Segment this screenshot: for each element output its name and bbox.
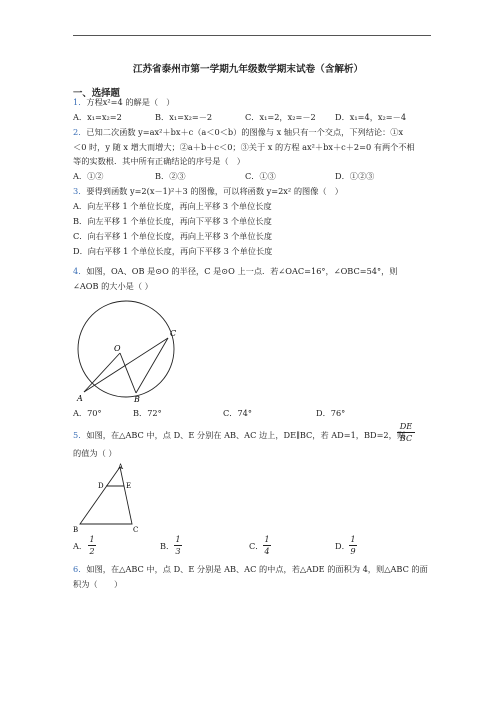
option-a: A．x₁=x₂=2 (73, 112, 122, 122)
option-d: D．x₁=4，x₂=－4 (335, 112, 407, 122)
label-d: D (98, 482, 104, 490)
label-c: C (133, 526, 139, 534)
question-3 (73, 186, 343, 196)
option-b: B．72° (133, 408, 162, 418)
option-b: B．x₁=x₂=－2 (155, 112, 213, 122)
question-number: 2． (73, 127, 87, 137)
question-6 (73, 564, 428, 574)
option-c: C．74° (223, 408, 252, 418)
question-text-line3: 等的实数根．其中所有正确结论的序号是（ ） (73, 156, 245, 166)
question-number: 1． (73, 97, 87, 107)
question-number: 5． (73, 430, 87, 440)
question-text-line2: 积为（ ） (73, 579, 123, 589)
option-b: B．向左平移 1 个单位长度，再向下平移 3 个单位长度 (73, 216, 272, 226)
question-text-line1: 已知二次函数 y=ax²＋bx＋c（a＜0＜b）的图像与 x 轴只有一个交点，下列结论：①x (86, 127, 404, 137)
triangle-abc (80, 467, 132, 524)
question-text: 如图，在△ABC 中，点 D、E 分别在 AB、AC 边上，DE∥BC，若 AD=1，BD=2，则 (86, 430, 406, 440)
option-d-fraction (349, 535, 357, 556)
question-text: 方程x²=4 的解是（ ） (86, 97, 175, 107)
label-b: B (73, 526, 79, 534)
triangle-figure (70, 462, 150, 534)
option-d: D．76° (316, 408, 346, 418)
question-text-line2: ＜0 时，y 随 x 增大而增大；②a＋b＋c＜0；③关于 x 的方程 ax²＋bx＋c＋2=0 有两个不相 (73, 142, 415, 152)
question-number: 4． (73, 266, 87, 276)
fraction-de-bc (397, 422, 415, 443)
question-5 (73, 430, 405, 440)
option-b-letter: B． (160, 541, 175, 551)
label-a: A (77, 394, 83, 403)
label-c: C (170, 329, 177, 338)
option-d-letter: D． (335, 541, 350, 551)
page-title: 江苏省泰州市第一学期九年级数学期末试卷（含解析） (132, 64, 364, 75)
label-b: B (134, 395, 140, 404)
option-a: A．①② (73, 171, 104, 181)
denominator: 3 (175, 546, 181, 556)
question-text-line2: 的值为（ ） (73, 448, 117, 458)
question-text-line1: 如图，在△ABC 中，点 D、E 分别是 AB、AC 的中点，若△ADE 的面积为 4，则△ABC 的面 (86, 564, 428, 574)
option-c: C．x₁=2，x₂=－2 (245, 112, 316, 122)
numerator: 1 (264, 534, 270, 544)
segment-ob (120, 353, 136, 393)
question-1 (73, 97, 174, 107)
numerator: 1 (175, 534, 181, 544)
question-2 (73, 127, 403, 137)
segment-bc (136, 338, 168, 393)
option-c-fraction (263, 535, 271, 556)
option-b-fraction (174, 535, 182, 556)
circle-figure (70, 296, 190, 404)
numerator: 1 (350, 534, 356, 544)
option-d: D．①②③ (335, 171, 375, 181)
denominator: 9 (350, 546, 356, 556)
option-c-letter: C． (249, 541, 264, 551)
option-b: B．②③ (155, 171, 186, 181)
option-a: A．70° (73, 408, 102, 418)
label-o: O (114, 344, 121, 353)
question-number: 6． (73, 564, 87, 574)
option-d: D．向右平移 1 个单位长度，再向下平移 3 个单位长度 (73, 246, 273, 256)
label-e: E (126, 482, 132, 490)
option-a-fraction (88, 535, 96, 556)
question-4 (73, 266, 397, 276)
option-c: C．向右平移 1 个单位长度，再向上平移 3 个单位长度 (73, 231, 273, 241)
section-heading: 一、选择题 (73, 88, 120, 99)
question-text-line2: ∠AOB 的大小是（ ） (73, 281, 153, 291)
question-text: 要得到函数 y=2(x－1)²＋3 的图像，可以将函数 y=2x² 的图像（ ） (86, 186, 343, 196)
label-a: A (118, 463, 124, 471)
denominator: 2 (89, 546, 95, 556)
header-rule (73, 35, 431, 36)
option-c: C．①③ (245, 171, 276, 181)
fraction-denominator: BC (399, 433, 413, 443)
option-a: A．向左平移 1 个单位长度，再向上平移 3 个单位长度 (73, 201, 272, 211)
segment-ac (84, 338, 168, 392)
fraction-numerator: DE (399, 421, 413, 431)
question-text-line1: 如图，OA、OB 是⊙O 的半径，C 是⊙O 上一点．若∠OAC=16°，∠OBC=54°，则 (86, 266, 398, 276)
question-number: 3． (73, 186, 87, 196)
numerator: 1 (89, 534, 95, 544)
denominator: 4 (264, 546, 270, 556)
option-a-letter: A． (73, 541, 88, 551)
